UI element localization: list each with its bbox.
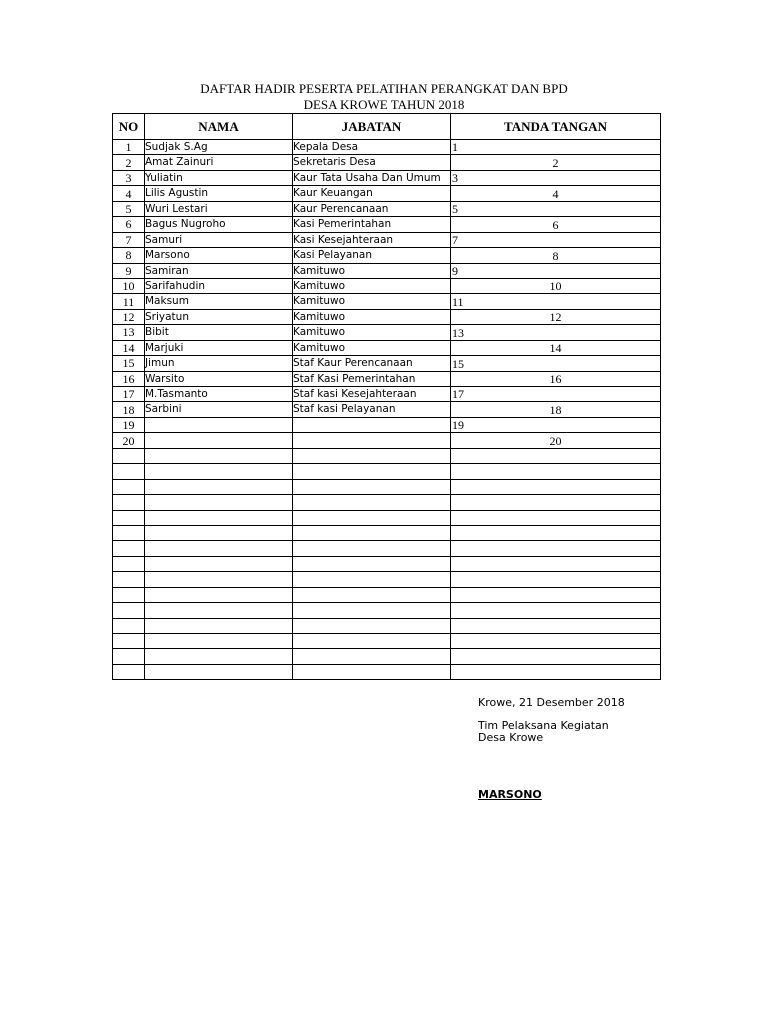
row-jabatan <box>293 541 451 556</box>
row-jabatan: Kamituwo <box>293 263 451 278</box>
table-row <box>113 371 661 386</box>
row-jabatan: Staf Kasi Pemerintahan <box>293 371 451 386</box>
row-no: 4 <box>113 186 145 201</box>
row-no: 10 <box>113 278 145 293</box>
row-nama: Marjuki <box>145 340 293 355</box>
row-tanda-tangan: 9 <box>451 263 661 278</box>
table-row <box>113 155 661 170</box>
row-jabatan: Staf kasi Pelayanan <box>293 402 451 417</box>
row-tanda-tangan: 10 <box>451 278 661 293</box>
row-nama: Samiran <box>145 263 293 278</box>
row-no <box>113 448 145 463</box>
row-tanda-tangan: 7 <box>451 232 661 247</box>
signature-date: Krowe, 21 Desember 2018 <box>478 696 625 709</box>
row-jabatan: Staf kasi Kesejahteraan <box>293 387 451 402</box>
row-jabatan <box>293 510 451 525</box>
row-jabatan <box>293 464 451 479</box>
row-no: 6 <box>113 217 145 232</box>
row-jabatan <box>293 587 451 602</box>
row-tanda-tangan <box>451 664 661 679</box>
table-row <box>113 464 661 479</box>
table-row <box>113 479 661 494</box>
row-jabatan <box>293 525 451 540</box>
row-nama: M.Tasmanto <box>145 387 293 402</box>
row-no <box>113 541 145 556</box>
row-nama: Sarifahudin <box>145 278 293 293</box>
table-row <box>113 649 661 664</box>
table-header-row <box>113 114 661 140</box>
row-no: 16 <box>113 371 145 386</box>
row-nama <box>145 572 293 587</box>
document-subtitle: DESA KROWE TAHUN 2018 <box>303 97 465 112</box>
table-row <box>113 387 661 402</box>
table-row <box>113 664 661 679</box>
row-tanda-tangan <box>451 603 661 618</box>
signature-village: Desa Krowe <box>478 731 544 744</box>
table-row <box>113 417 661 432</box>
row-jabatan: Kepala Desa <box>293 140 451 155</box>
table-row <box>113 186 661 201</box>
row-no <box>113 634 145 649</box>
table-row <box>113 448 661 463</box>
row-nama <box>145 417 293 432</box>
row-tanda-tangan <box>451 541 661 556</box>
row-tanda-tangan: 14 <box>451 340 661 355</box>
row-tanda-tangan <box>451 525 661 540</box>
row-no: 13 <box>113 325 145 340</box>
row-no: 18 <box>113 402 145 417</box>
row-tanda-tangan: 20 <box>451 433 661 448</box>
header-nama: NAMA <box>145 114 293 140</box>
row-nama <box>145 510 293 525</box>
row-jabatan <box>293 433 451 448</box>
row-jabatan: Kaur Keuangan <box>293 186 451 201</box>
row-tanda-tangan <box>451 448 661 463</box>
document-title: DAFTAR HADIR PESERTA PELATIHAN PERANGKAT DAN BPD <box>200 81 568 96</box>
table-row <box>113 263 661 278</box>
table-row <box>113 618 661 633</box>
table-row <box>113 201 661 216</box>
row-tanda-tangan <box>451 479 661 494</box>
row-no: 7 <box>113 232 145 247</box>
row-tanda-tangan <box>451 634 661 649</box>
row-tanda-tangan: 8 <box>451 248 661 263</box>
row-jabatan <box>293 634 451 649</box>
row-nama <box>145 587 293 602</box>
row-no <box>113 572 145 587</box>
row-nama <box>145 464 293 479</box>
row-jabatan: Staf Kaur Perencanaan <box>293 356 451 371</box>
row-nama: Samuri <box>145 232 293 247</box>
row-tanda-tangan: 2 <box>451 155 661 170</box>
table-body <box>113 140 661 680</box>
row-nama <box>145 664 293 679</box>
row-jabatan: Kaur Tata Usaha Dan Umum <box>293 170 451 185</box>
table-row <box>113 495 661 510</box>
row-tanda-tangan <box>451 495 661 510</box>
row-no <box>113 649 145 664</box>
row-tanda-tangan: 11 <box>451 294 661 309</box>
row-tanda-tangan: 12 <box>451 309 661 324</box>
row-jabatan: Kamituwo <box>293 340 451 355</box>
row-no: 19 <box>113 417 145 432</box>
row-nama: Wuri Lestari <box>145 201 293 216</box>
table-row <box>113 356 661 371</box>
row-nama <box>145 433 293 448</box>
header-jabatan: JABATAN <box>293 114 451 140</box>
row-jabatan: Kamituwo <box>293 309 451 324</box>
table-row <box>113 433 661 448</box>
row-nama <box>145 618 293 633</box>
row-nama <box>145 556 293 571</box>
row-no <box>113 495 145 510</box>
row-tanda-tangan: 6 <box>451 217 661 232</box>
row-nama <box>145 495 293 510</box>
row-nama: Bagus Nugroho <box>145 217 293 232</box>
table-row <box>113 402 661 417</box>
row-nama: Marsono <box>145 248 293 263</box>
row-nama: Bibit <box>145 325 293 340</box>
row-jabatan: Sekretaris Desa <box>293 155 451 170</box>
row-no <box>113 587 145 602</box>
row-nama: Sriyatun <box>145 309 293 324</box>
table-row <box>113 603 661 618</box>
attendance-table <box>112 113 661 680</box>
row-nama: Sarbini <box>145 402 293 417</box>
row-no <box>113 556 145 571</box>
row-jabatan <box>293 572 451 587</box>
table-row <box>113 634 661 649</box>
row-tanda-tangan: 15 <box>451 356 661 371</box>
row-no: 1 <box>113 140 145 155</box>
row-nama: Sudjak S.Ag <box>145 140 293 155</box>
row-jabatan: Kasi Pemerintahan <box>293 217 451 232</box>
table-row <box>113 248 661 263</box>
row-nama: Warsito <box>145 371 293 386</box>
row-no: 2 <box>113 155 145 170</box>
row-no <box>113 618 145 633</box>
row-nama <box>145 649 293 664</box>
row-nama: Maksum <box>145 294 293 309</box>
row-nama <box>145 448 293 463</box>
row-nama <box>145 479 293 494</box>
row-tanda-tangan: 3 <box>451 170 661 185</box>
row-nama: Jimun <box>145 356 293 371</box>
row-nama <box>145 541 293 556</box>
table-row <box>113 572 661 587</box>
table-row <box>113 587 661 602</box>
row-no <box>113 525 145 540</box>
table-row <box>113 541 661 556</box>
table-row <box>113 278 661 293</box>
row-jabatan: Kaur Perencanaan <box>293 201 451 216</box>
row-jabatan: Kasi Kesejahteraan <box>293 232 451 247</box>
row-no: 20 <box>113 433 145 448</box>
row-no: 17 <box>113 387 145 402</box>
row-tanda-tangan: 18 <box>451 402 661 417</box>
row-jabatan <box>293 417 451 432</box>
table-row <box>113 556 661 571</box>
row-tanda-tangan: 13 <box>451 325 661 340</box>
table-row <box>113 325 661 340</box>
row-jabatan <box>293 448 451 463</box>
row-tanda-tangan <box>451 464 661 479</box>
row-tanda-tangan: 4 <box>451 186 661 201</box>
row-no <box>113 479 145 494</box>
row-tanda-tangan <box>451 587 661 602</box>
row-tanda-tangan: 16 <box>451 371 661 386</box>
row-nama: Yuliatin <box>145 170 293 185</box>
row-jabatan <box>293 495 451 510</box>
row-tanda-tangan <box>451 649 661 664</box>
header-tanda-tangan: TANDA TANGAN <box>451 114 661 140</box>
signature-name: MARSONO <box>478 788 542 801</box>
row-nama: Lilis Agustin <box>145 186 293 201</box>
header-no: NO <box>113 114 145 140</box>
table-row <box>113 525 661 540</box>
table-row <box>113 510 661 525</box>
row-no: 12 <box>113 309 145 324</box>
table-row <box>113 294 661 309</box>
table-row <box>113 140 661 155</box>
row-jabatan <box>293 479 451 494</box>
row-nama <box>145 603 293 618</box>
row-jabatan: Kamituwo <box>293 278 451 293</box>
row-tanda-tangan: 1 <box>451 140 661 155</box>
row-tanda-tangan: 5 <box>451 201 661 216</box>
row-jabatan <box>293 618 451 633</box>
row-nama: Amat Zainuri <box>145 155 293 170</box>
row-tanda-tangan <box>451 618 661 633</box>
signature-team: Tim Pelaksana Kegiatan <box>478 719 609 732</box>
row-jabatan <box>293 556 451 571</box>
row-nama <box>145 525 293 540</box>
row-no <box>113 510 145 525</box>
row-jabatan <box>293 649 451 664</box>
table-row <box>113 340 661 355</box>
row-no: 15 <box>113 356 145 371</box>
row-nama <box>145 634 293 649</box>
row-jabatan <box>293 603 451 618</box>
row-no: 3 <box>113 170 145 185</box>
table-row <box>113 170 661 185</box>
row-no <box>113 603 145 618</box>
row-tanda-tangan: 19 <box>451 417 661 432</box>
row-tanda-tangan <box>451 510 661 525</box>
table-row <box>113 217 661 232</box>
row-no: 5 <box>113 201 145 216</box>
row-jabatan: Kasi Pelayanan <box>293 248 451 263</box>
table-row <box>113 309 661 324</box>
row-jabatan: Kamituwo <box>293 294 451 309</box>
row-no: 8 <box>113 248 145 263</box>
row-no: 11 <box>113 294 145 309</box>
row-no <box>113 464 145 479</box>
row-jabatan: Kamituwo <box>293 325 451 340</box>
row-no: 9 <box>113 263 145 278</box>
row-tanda-tangan <box>451 556 661 571</box>
row-tanda-tangan: 17 <box>451 387 661 402</box>
table-row <box>113 232 661 247</box>
row-jabatan <box>293 664 451 679</box>
row-tanda-tangan <box>451 572 661 587</box>
row-no <box>113 664 145 679</box>
row-no: 14 <box>113 340 145 355</box>
